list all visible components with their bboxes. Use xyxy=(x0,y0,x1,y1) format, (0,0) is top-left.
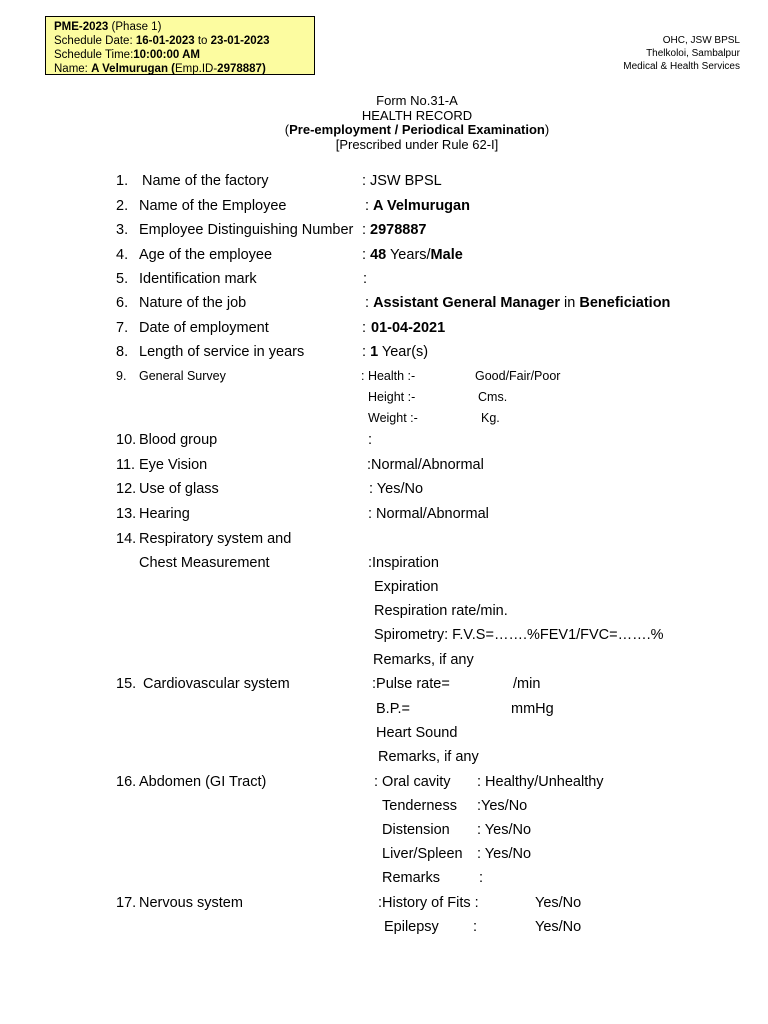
item-9-health-options: Good/Fair/Poor xyxy=(475,369,561,383)
item-2-colon: : xyxy=(365,198,370,214)
item-8-label: Length of service in years xyxy=(139,344,305,360)
item-5-label: Identification mark xyxy=(139,271,257,287)
item-11-value: :Normal/Abnormal xyxy=(367,457,484,473)
item-12-num: 12. xyxy=(116,481,137,497)
item-15-pulse: :Pulse rate= xyxy=(372,676,450,692)
item-14-spirometry: Spirometry: F.V.S=…….%FEV1/FVC=…….% xyxy=(374,627,664,643)
item-14-remarks: Remarks, if any xyxy=(373,652,474,668)
item-15-bp-unit: mmHg xyxy=(511,701,554,717)
item-7-value: 01-04-2021 xyxy=(371,320,446,336)
item-17-history-of-fits: :History of Fits : xyxy=(378,895,479,911)
item-8-num: 8. xyxy=(116,344,129,360)
item-3-value: 2978887 xyxy=(370,222,427,238)
schedule-date-to-word: to xyxy=(194,35,211,47)
item-7-num: 7. xyxy=(116,320,129,336)
item-2-label: Name of the Employee xyxy=(139,198,287,214)
item-15-num: 15. xyxy=(116,676,137,692)
item-9-weight-unit: Kg. xyxy=(481,411,500,425)
item-13-label: Hearing xyxy=(139,506,190,522)
item-4-colon: : xyxy=(362,247,367,263)
item-9-height: Height :- xyxy=(368,390,416,404)
schedule-date-to: 23-01-2023 xyxy=(210,35,270,47)
item-16-remarks: Remarks xyxy=(382,870,441,886)
item-7-colon: : xyxy=(362,320,367,336)
form-title: HEALTH RECORD xyxy=(361,107,473,123)
item-3-colon: : xyxy=(362,222,367,238)
item-1-value: JSW BPSL xyxy=(370,173,442,189)
item-4-label: Age of the employee xyxy=(139,247,273,263)
item-17-num: 17. xyxy=(116,895,137,911)
item-1-colon: : xyxy=(362,173,367,189)
item-14-resp-rate: Respiration rate/min. xyxy=(374,603,508,619)
item-11-label: Eye Vision xyxy=(139,457,208,473)
pme-phase: (Phase 1) xyxy=(111,21,162,33)
item-16-distension: Distension xyxy=(382,822,450,838)
item-4-age: 48 xyxy=(370,247,387,263)
item-15-pulse-unit: /min xyxy=(513,676,541,692)
schedule-date-line xyxy=(54,34,314,48)
schedule-time-label: Schedule Time: xyxy=(54,49,134,61)
item-12-label: Use of glass xyxy=(139,481,219,497)
item-17-fits-value: Yes/No xyxy=(535,895,582,911)
subtitle-open: ( xyxy=(284,122,290,137)
org-block xyxy=(623,34,740,73)
item-17-label: Nervous system xyxy=(139,895,243,911)
item-6-num: 6. xyxy=(116,295,129,311)
form-subtitle xyxy=(0,123,768,138)
schedule-name-line xyxy=(54,62,314,76)
item-4-num: 4. xyxy=(116,247,129,263)
form-number: Form No.31-A xyxy=(376,93,458,108)
item-13-num: 13. xyxy=(116,506,137,522)
item-9-height-unit: Cms. xyxy=(478,390,508,404)
item-15-remarks: Remarks, if any xyxy=(378,749,479,765)
item-8-unit: Year(s) xyxy=(378,344,429,360)
item-6-designation: Assistant General Manager xyxy=(373,295,561,311)
item-16-oral: : Oral cavity xyxy=(374,774,451,790)
item-11-num: 11. xyxy=(116,457,136,473)
item-10-label: Blood group xyxy=(139,432,218,448)
item-9-num: 9. xyxy=(116,369,127,383)
schedule-emp-id: 2978887) xyxy=(217,63,266,75)
item-8-colon: : xyxy=(362,344,367,360)
item-14-expiration: Expiration xyxy=(374,579,439,595)
item-16-tenderness: Tenderness xyxy=(382,798,457,814)
org-line-3: Medical & Health Services xyxy=(623,61,740,72)
item-14-label-2: Chest Measurement xyxy=(139,555,270,571)
item-1-num: 1. xyxy=(116,173,129,189)
item-14-inspiration: :Inspiration xyxy=(368,555,439,571)
item-4-years: Years/ xyxy=(386,247,431,263)
item-12-value: : Yes/No xyxy=(369,481,424,497)
item-3-num: 3. xyxy=(116,222,129,238)
item-9-weight: Weight :- xyxy=(368,411,418,425)
form-header xyxy=(0,94,768,152)
item-4-sex: Male xyxy=(430,247,463,263)
org-line-2: Thelkoloi, Sambalpur xyxy=(646,48,740,59)
item-16-distension-value: : Yes/No xyxy=(477,822,532,838)
item-9-health: : Health :- xyxy=(361,369,416,383)
item-17-epilepsy: Epilepsy xyxy=(384,919,439,935)
schedule-box xyxy=(45,16,315,75)
schedule-emp-label: Emp.ID- xyxy=(175,63,218,75)
schedule-time-line xyxy=(54,48,314,62)
item-5-colon: : xyxy=(363,271,368,287)
schedule-name-label: Name: xyxy=(54,63,92,75)
item-17-epilepsy-value: Yes/No xyxy=(535,919,582,935)
schedule-date-from: 16-01-2023 xyxy=(135,35,195,47)
item-6-department: Beneficiation xyxy=(579,295,671,311)
item-4-value xyxy=(362,247,463,263)
item-10-colon: : xyxy=(368,432,373,448)
item-16-num: 16. xyxy=(116,774,137,790)
item-16-liver-spleen-value: : Yes/No xyxy=(477,846,532,862)
item-14-num: 14. xyxy=(116,531,137,547)
item-16-label: Abdomen (GI Tract) xyxy=(139,774,267,790)
subtitle-text: Pre-employment / Periodical Examination xyxy=(289,122,545,137)
item-16-liver-spleen: Liver/Spleen xyxy=(382,846,463,862)
item-2-value: A Velmurugan xyxy=(373,198,470,214)
item-5-num: 5. xyxy=(116,271,129,287)
item-6-in: in xyxy=(560,295,580,311)
item-8-years: 1 xyxy=(370,344,379,360)
schedule-pme-line xyxy=(54,20,314,34)
pme-code: PME-2023 xyxy=(54,21,109,33)
item-3-label: Employee Distinguishing Number xyxy=(139,222,354,238)
item-15-bp: B.P.= xyxy=(376,701,410,717)
item-9-label: General Survey xyxy=(139,369,226,383)
item-8-value xyxy=(362,344,428,360)
item-16-remarks-colon: : xyxy=(479,870,484,886)
subtitle-close: ) xyxy=(544,122,550,137)
item-6-label: Nature of the job xyxy=(139,295,247,311)
item-6-colon: : xyxy=(365,295,370,311)
item-15-label: Cardiovascular system xyxy=(143,676,290,692)
form-rule: [Prescribed under Rule 62-I] xyxy=(335,136,499,152)
item-15-heart-sound: Heart Sound xyxy=(376,725,458,741)
item-16-tenderness-value: :Yes/No xyxy=(477,798,528,814)
item-17-epilepsy-colon: : xyxy=(473,919,478,935)
item-1-label: Name of the factory xyxy=(142,173,269,189)
item-2-num: 2. xyxy=(116,198,129,214)
org-line-1: OHC, JSW BPSL xyxy=(662,35,740,46)
schedule-name: A Velmurugan ( xyxy=(91,63,175,75)
item-7-label: Date of employment xyxy=(139,320,269,336)
schedule-date-label: Schedule Date: xyxy=(54,35,136,47)
item-14-label: Respiratory system and xyxy=(139,531,292,547)
schedule-time: 10:00:00 AM xyxy=(133,49,200,61)
item-6-value xyxy=(365,295,670,311)
item-13-value: : Normal/Abnormal xyxy=(368,506,489,522)
item-16-oral-value: : Healthy/Unhealthy xyxy=(477,774,604,790)
item-10-num: 10. xyxy=(116,432,137,448)
